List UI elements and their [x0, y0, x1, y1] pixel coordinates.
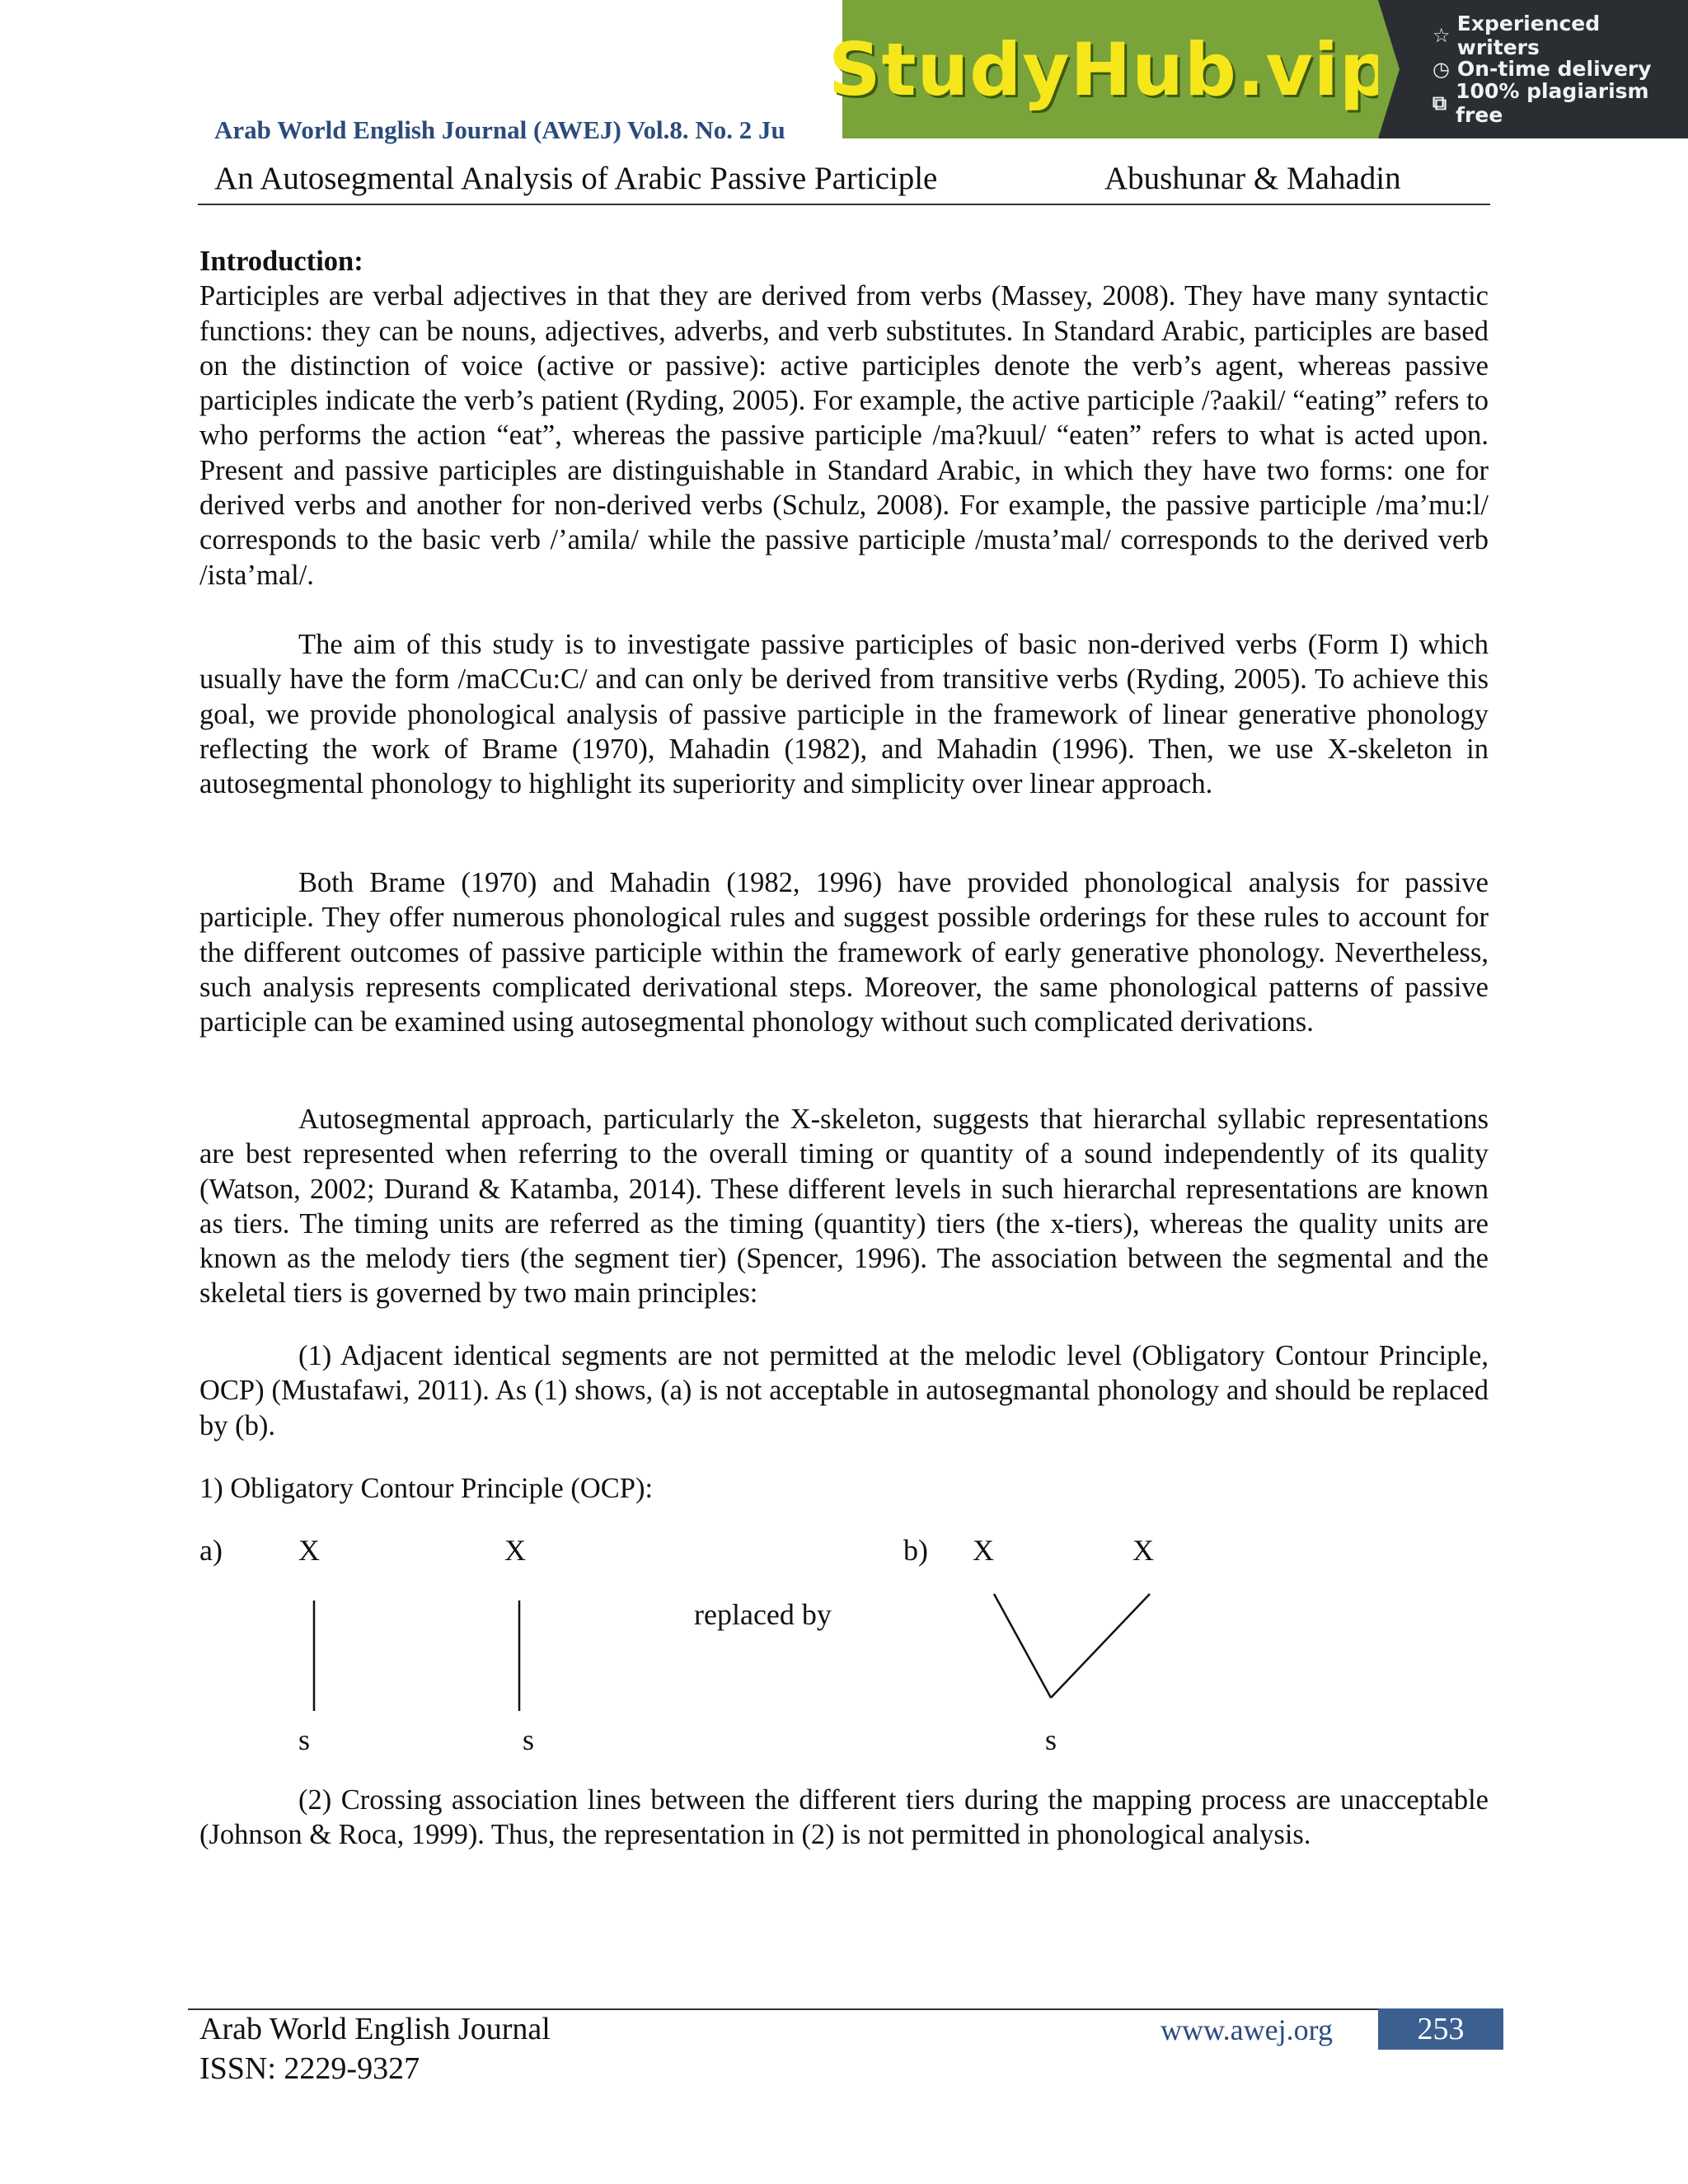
paragraph: The aim of this study is to investigate passive participles of basic non-derived verbs (Form I) which usually have the form /maCCu:C/ and can only be derived from transitive verbs (Ryding, 2005). To achieve this goal, we provide phonological analysis of passive participle in the framework of linear generative phonology reflecting the work of Brame (1970), Mahadin (1982), and Mahadin (1996). Then, we use X-skeleton in autosegmental phonology to highlight its superiority and simplicity over linear approach. — [199, 629, 1489, 800]
association-line — [1051, 1594, 1150, 1698]
example-label: 1) Obligatory Contour Principle (OCP): — [199, 1473, 654, 1504]
star-icon: ☆ — [1432, 23, 1451, 47]
skeleton-x: X — [1132, 1534, 1154, 1567]
ad-logo-text: StudyHub.vip — [828, 26, 1392, 112]
footer-issn: ISSN: 2229-9327 — [199, 2051, 420, 2086]
article-authors: Abushunar & Mahadin — [1104, 161, 1401, 196]
skeleton-x: X — [973, 1534, 994, 1567]
skeleton-x: X — [504, 1534, 526, 1567]
diagram-label-b: b) — [903, 1534, 928, 1567]
segment-s: s — [1045, 1723, 1057, 1756]
ad-feature-label: On-time delivery — [1457, 57, 1652, 81]
ad-feature-label: Experienced writers — [1456, 11, 1601, 59]
association-line — [994, 1594, 1051, 1698]
footer-website-link[interactable]: www.awej.org — [1160, 2013, 1333, 2046]
diagram-label-a: a) — [199, 1534, 223, 1567]
paragraph: Autosegmental approach, particularly the X-skeleton, suggests that hierarchal syllabic representations are best represented when referring to the overall timing or quantity of a sound independently of its quality (Watson, 2002; Durand & Katamba, 2014). These different levels in such hierarchal representations are known as tiers. The timing units are referred as the timing (quantity) tiers (the x-tiers), whereas the quality units are known as the melody tiers (the segment tier) (Spencer, 1996). The association between the segmental and the skeletal tiers is governed by two main principles: — [199, 1104, 1489, 1310]
segment-s: s — [298, 1723, 311, 1756]
paragraph: (2) Crossing association lines between the different tiers during the mapping process are unacceptable (Johnson & Roca, 1999). Thus, the representation in (2) is not permitted in phonological analysis. — [199, 1784, 1489, 1851]
paragraph: (1) Adjacent identical segments are not permitted at the melodic level (Obligatory Contour Principle, OCP) (Mustafawi, 2011). As (1) shows, (a) is not acceptable in autosegmantal phonology and should be replaced by (b). — [199, 1340, 1489, 1441]
copy-icon: ⧉ — [1432, 91, 1447, 115]
journal-header: Arab World English Journal (AWEJ) Vol.8. No. 2 Ju — [214, 115, 785, 144]
article-title: An Autosegmental Analysis of Arabic Passive Participle — [214, 161, 938, 196]
footer-divider — [188, 2008, 1502, 2010]
paragraph: Participles are verbal adjectives in that they are derived from verbs (Massey, 2008). They have many syntactic functions: they can be nouns, adjectives, adverbs, and verb substitutes. In Standard Arabic, participles are based on the distinction of voice (active or passive): active participles denote the verb’s agent, whereas passive participles indicate the verb’s patient (Ryding, 2005). For example, the active participle /?aakil/ “eating” refers to who performs the action “eat”, whereas the passive participle /ma?kuul/ “eaten” refers to what is acted upon. Present and passive participles are distinguishable in Standard Arabic, in which they have two forms: one for derived verbs and another for non-derived verbs (Schulz, 2008). For example, the passive participle /ma’mu:l/ corresponds to the basic verb /’amila/ while the passive participle /musta’mal/ corresponds to the derived verb /ista’mal/. — [199, 280, 1489, 591]
paragraph: Both Brame (1970) and Mahadin (1982, 1996) have provided phonological analysis for passive participle. They offer numerous phonological rules and suggest possible orderings for these rules to account for the different outcomes of passive participle within the framework of early generative phonology. Nevertheless, such analysis represents complicated derivational steps. Moreover, the same phonological patterns of passive participle can be examined using autosegmental phonology without such complicated derivations. — [199, 867, 1489, 1038]
segment-s: s — [523, 1723, 535, 1756]
page-number: 253 — [1378, 2008, 1503, 2050]
skeleton-x: X — [298, 1534, 320, 1567]
ad-feature-label: 100% plagiarism free — [1456, 78, 1649, 127]
footer-journal: Arab World English Journal — [199, 2012, 551, 2046]
section-heading: Introduction: — [199, 246, 363, 277]
clock-icon: ◷ — [1432, 57, 1450, 81]
replaced-by-label: replaced by — [694, 1598, 832, 1631]
